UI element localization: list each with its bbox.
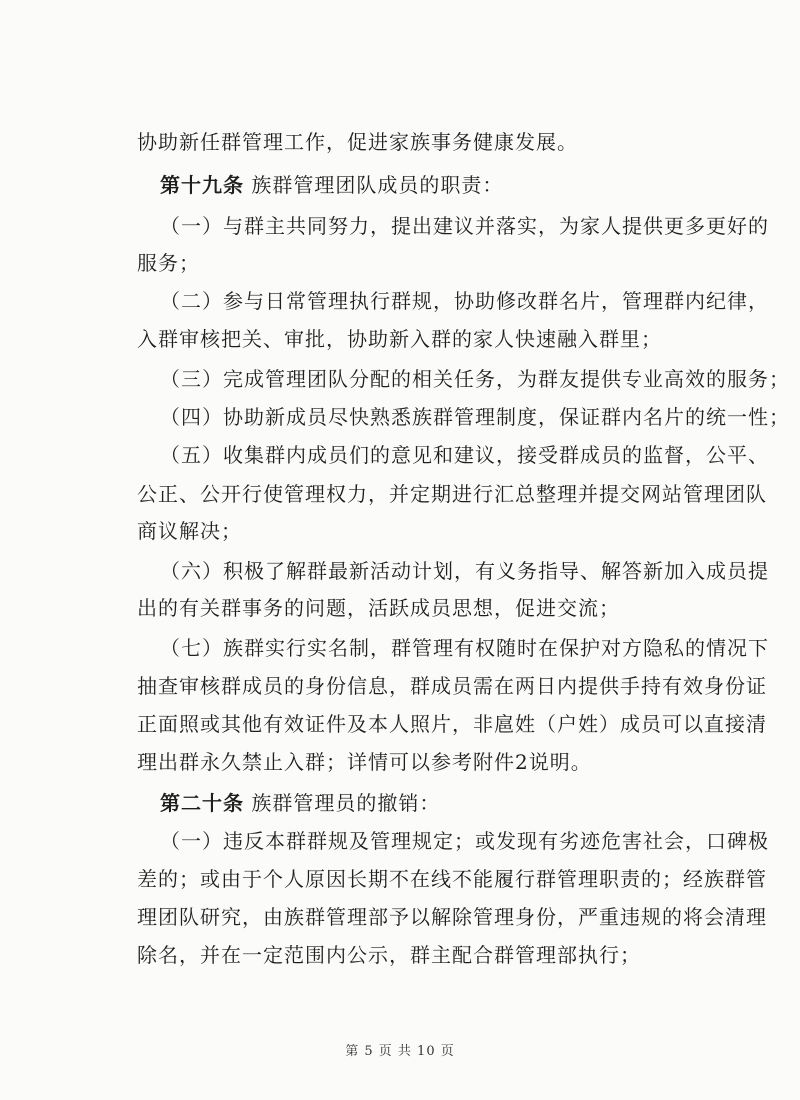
paragraph-line: （三）完成管理团队分配的相关任务，为群友提供专业高效的服务； xyxy=(160,367,790,391)
paragraph-line: 理出群永久禁止入群；详情可以参考附件2说明。 xyxy=(137,750,592,774)
paragraph-line: 入群审核把关、审批，协助新入群的家人快速融入群里； xyxy=(137,327,662,351)
paragraph-line: （二）参与日常管理执行群规，协助修改群名片，管理群内纪律， xyxy=(160,289,769,313)
paragraph-line: 服务； xyxy=(137,251,200,275)
paragraph-line: （一）与群主共同努力，提出建议并落实，为家人提供更多更好的 xyxy=(160,214,769,238)
paragraph-line: 商议解决； xyxy=(137,519,242,543)
article-heading xyxy=(160,173,503,197)
paragraph-line: （一）违反本群群规及管理规定；或发现有劣迹危害社会，口碑极 xyxy=(160,829,769,853)
article-title: 族群管理员的撤销： xyxy=(251,791,441,815)
paragraph-line: 理团队研究，由族群管理部予以解除管理身份，严重违规的将会清理 xyxy=(137,905,767,929)
article-number: 第十九条 xyxy=(160,173,244,197)
paragraph-line: 出的有关群事务的问题，活跃成员思想，促进交流； xyxy=(137,596,620,620)
paragraph-line: （四）协助新成员尽快熟悉族群管理制度，保证群内名片的统一性； xyxy=(160,405,790,429)
paragraph-line: （七）族群实行实名制，群管理有权随时在保护对方隐私的情况下 xyxy=(160,636,769,660)
article-number: 第二十条 xyxy=(160,791,244,815)
paragraph-line: 公正、公开行使管理权力，并定期进行汇总整理并提交网站管理团队 xyxy=(137,482,767,506)
paragraph-line: （六）积极了解群最新活动计划，有义务指导、解答新加入成员提 xyxy=(160,559,769,583)
paragraph-line: 除名，并在一定范围内公示，群主配合群管理部执行； xyxy=(137,943,641,967)
article-title: 族群管理团队成员的职责： xyxy=(251,173,504,197)
paragraph-line: 协助新任群管理工作，促进家族事务健康发展。 xyxy=(137,130,578,154)
page-number-footer: 第 5 页 共 10 页 xyxy=(345,1044,455,1059)
paragraph-line: 差的；或由于个人原因长期不在线不能履行群管理职责的；经族群管 xyxy=(137,867,767,891)
article-heading xyxy=(160,791,440,815)
paragraph-line: 正面照或其他有效证件及本人照片，非扈姓（户姓）成员可以直接清 xyxy=(137,712,767,736)
paragraph-line: （五）收集群内成员们的意见和建议，接受群成员的监督，公平、 xyxy=(160,443,769,467)
paragraph-line: 抽查审核群成员的身份信息，群成员需在两日内提供手持有效身份证 xyxy=(137,674,767,698)
